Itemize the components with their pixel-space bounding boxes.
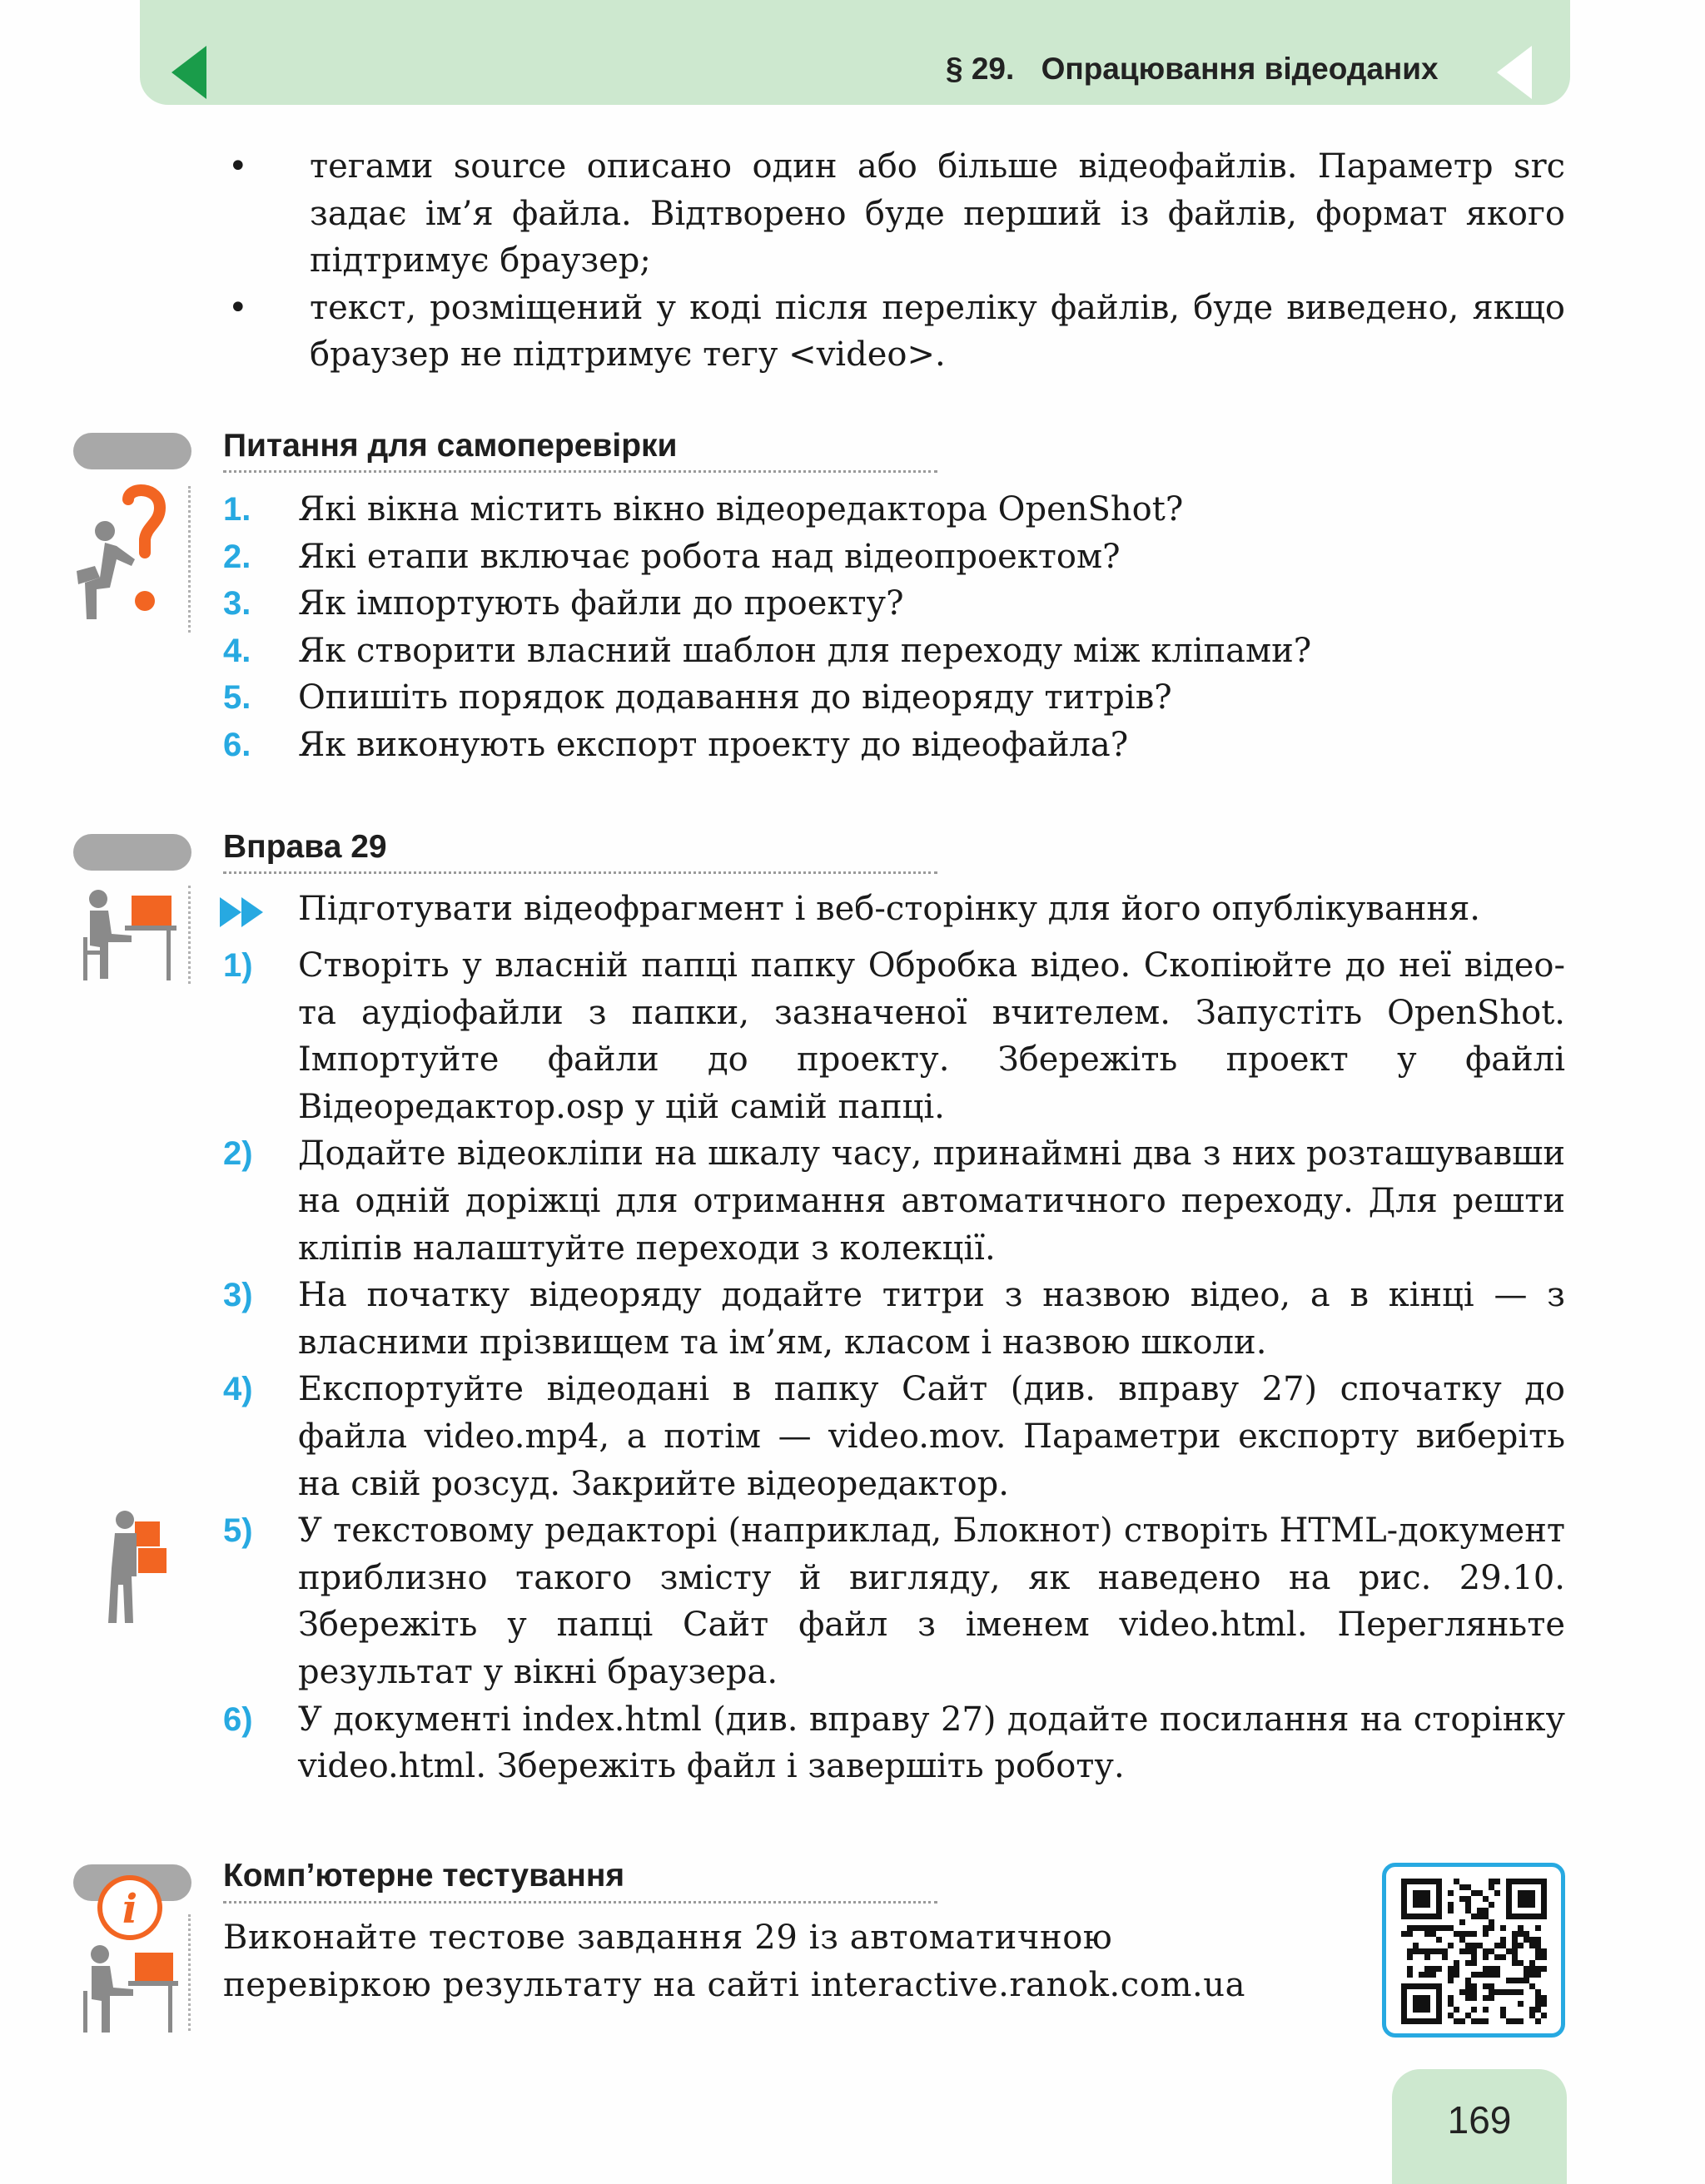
- step-number: 5): [223, 1512, 253, 1550]
- question-number: 1.: [223, 491, 251, 528]
- step-number: 6): [223, 1700, 253, 1738]
- step-text: Створіть у власній папці папку Обробка відео. Скопіюйте до неї відео- та аудіофайли з папки, зазначеної вчителем. Запустіть OpenShot. Імпортуйте файли до проекту. Збережіть проект у файлі Відеоредактор.osp у цій самій папці.: [298, 946, 1565, 1126]
- question-number: 3.: [223, 585, 251, 623]
- question-text: Як виконують експорт проекту до відеофайла?: [298, 725, 1129, 764]
- question-text: Які етапи включає робота над відеопроектом?: [298, 537, 1121, 576]
- section-divider: [223, 1901, 937, 1904]
- qr-code-icon[interactable]: [1386, 1867, 1561, 2033]
- question-item: [223, 628, 1565, 675]
- step-item: [223, 942, 1565, 1130]
- testing-text: [223, 1914, 1322, 2008]
- question-list: [223, 486, 1565, 769]
- page-number: 169: [1447, 2098, 1512, 2142]
- section-tab: [73, 433, 191, 469]
- step-number: 3): [223, 1277, 253, 1314]
- step-item: [223, 1130, 1565, 1272]
- exercise-intro: [220, 886, 1565, 933]
- section-number: § 29.: [946, 52, 1015, 86]
- section-divider: [223, 871, 937, 874]
- step-number: 1): [223, 947, 253, 984]
- step-text: На початку відеоряду додайте титри з назвою відео, а в кінці — з власними прізвищем та ім’ям, класом і назвою школи.: [298, 1276, 1565, 1362]
- step-text: У документі index.html (див. вправу 27) додайте посилання на сторінку video.html. Збережіть файл і завершіть роботу.: [298, 1700, 1565, 1786]
- running-header: [946, 52, 1439, 87]
- question-number: 5.: [223, 679, 251, 717]
- question-item: [223, 674, 1565, 722]
- testing-line[interactable]: перевіркою результату на сайті interactive.ranok.com.ua: [223, 1965, 1246, 2004]
- step-text: Додайте відеокліпи на шкалу часу, принаймні два з них розташувавши на одній доріжці для отримання автоматичного переходу. Для решти кліпів налаштуйте переходи з колекції.: [298, 1134, 1565, 1268]
- info-computer-icon: [80, 1874, 180, 2034]
- step-number: 4): [223, 1371, 253, 1408]
- step-text: У текстовому редакторі (наприклад, Блокнот) створіть HTML-документ приблизно такого змісту й вигляду, як наведено на рис. 29.10. Збережіть у папці Сайт файл з іменем video.html. Перегляньте результат у вікні браузера.: [298, 1511, 1565, 1691]
- question-item: [223, 722, 1565, 769]
- exercise-steps: [223, 942, 1565, 1790]
- student-computer-icon: [80, 887, 176, 982]
- vertical-divider: [188, 1914, 191, 2031]
- vertical-divider: [188, 486, 191, 633]
- question-text: Як створити власний шаблон для переходу між кліпами?: [298, 631, 1312, 670]
- step-number: 2): [223, 1135, 253, 1173]
- bullet-marker: •: [228, 288, 248, 327]
- exercise-title: Вправа 29: [223, 829, 387, 865]
- bullet-text: текст, розміщений у коді після переліку файлів, буде виведено, якщо браузер не підтримує тегу <video>.: [310, 288, 1565, 375]
- question-number: 2.: [223, 538, 251, 575]
- box-carrier-icon: [107, 1510, 167, 1626]
- question-person-icon: [70, 484, 178, 626]
- question-text: Опишіть порядок додавання до відеоряду титрів?: [298, 678, 1172, 717]
- section-divider: [223, 470, 937, 473]
- bullet-text: тегами source описано один або більше відеофайлів. Параметр src задає ім’я файла. Відтворено буде перший із файлів, формат якого підтримує браузер;: [310, 147, 1565, 280]
- section-title: Опрацювання відеоданих: [1041, 52, 1439, 86]
- svg-text:i: i: [122, 1886, 138, 1933]
- step-item: [223, 1366, 1565, 1507]
- step-item: [223, 1696, 1565, 1790]
- question-text: Які вікна містить вікно відеоредактора OpenShot?: [298, 490, 1184, 529]
- exercise-intro-text: Підготувати відеофрагмент і веб-сторінку для його опублікування.: [298, 890, 1481, 928]
- question-text: Як імпортують файли до проекту?: [298, 584, 904, 623]
- next-page-arrow-icon[interactable]: [1497, 46, 1532, 99]
- self-check-title: Питання для самоперевірки: [223, 428, 678, 464]
- step-text: Експортуйте відеодані в папку Сайт (див. вправу 27) спочатку до файла video.mp4, а потім — video.mov. Параметри експорту виберіть на свій розсуд. Закрийте відеоредактор.: [298, 1370, 1565, 1503]
- testing-line: Виконайте тестове завдання 29 із автоматичною: [223, 1918, 1113, 1957]
- step-item: [223, 1272, 1565, 1366]
- question-number: 4.: [223, 632, 251, 669]
- bullet-list: [220, 143, 1565, 379]
- question-item: [223, 580, 1565, 628]
- question-item: [223, 534, 1565, 581]
- bullet-item: [220, 143, 1565, 285]
- section-tab: [73, 834, 191, 871]
- fast-forward-icon: [220, 897, 266, 927]
- prev-page-arrow-icon[interactable]: [171, 46, 206, 99]
- bullet-marker: •: [228, 147, 248, 186]
- bullet-item: [220, 285, 1565, 379]
- question-number: 6.: [223, 726, 251, 763]
- step-item: [223, 1507, 1565, 1695]
- vertical-divider: [188, 886, 191, 984]
- question-item: [223, 486, 1565, 534]
- testing-title: Комп’ютерне тестування: [223, 1858, 625, 1894]
- qr-code-frame[interactable]: [1382, 1863, 1565, 2038]
